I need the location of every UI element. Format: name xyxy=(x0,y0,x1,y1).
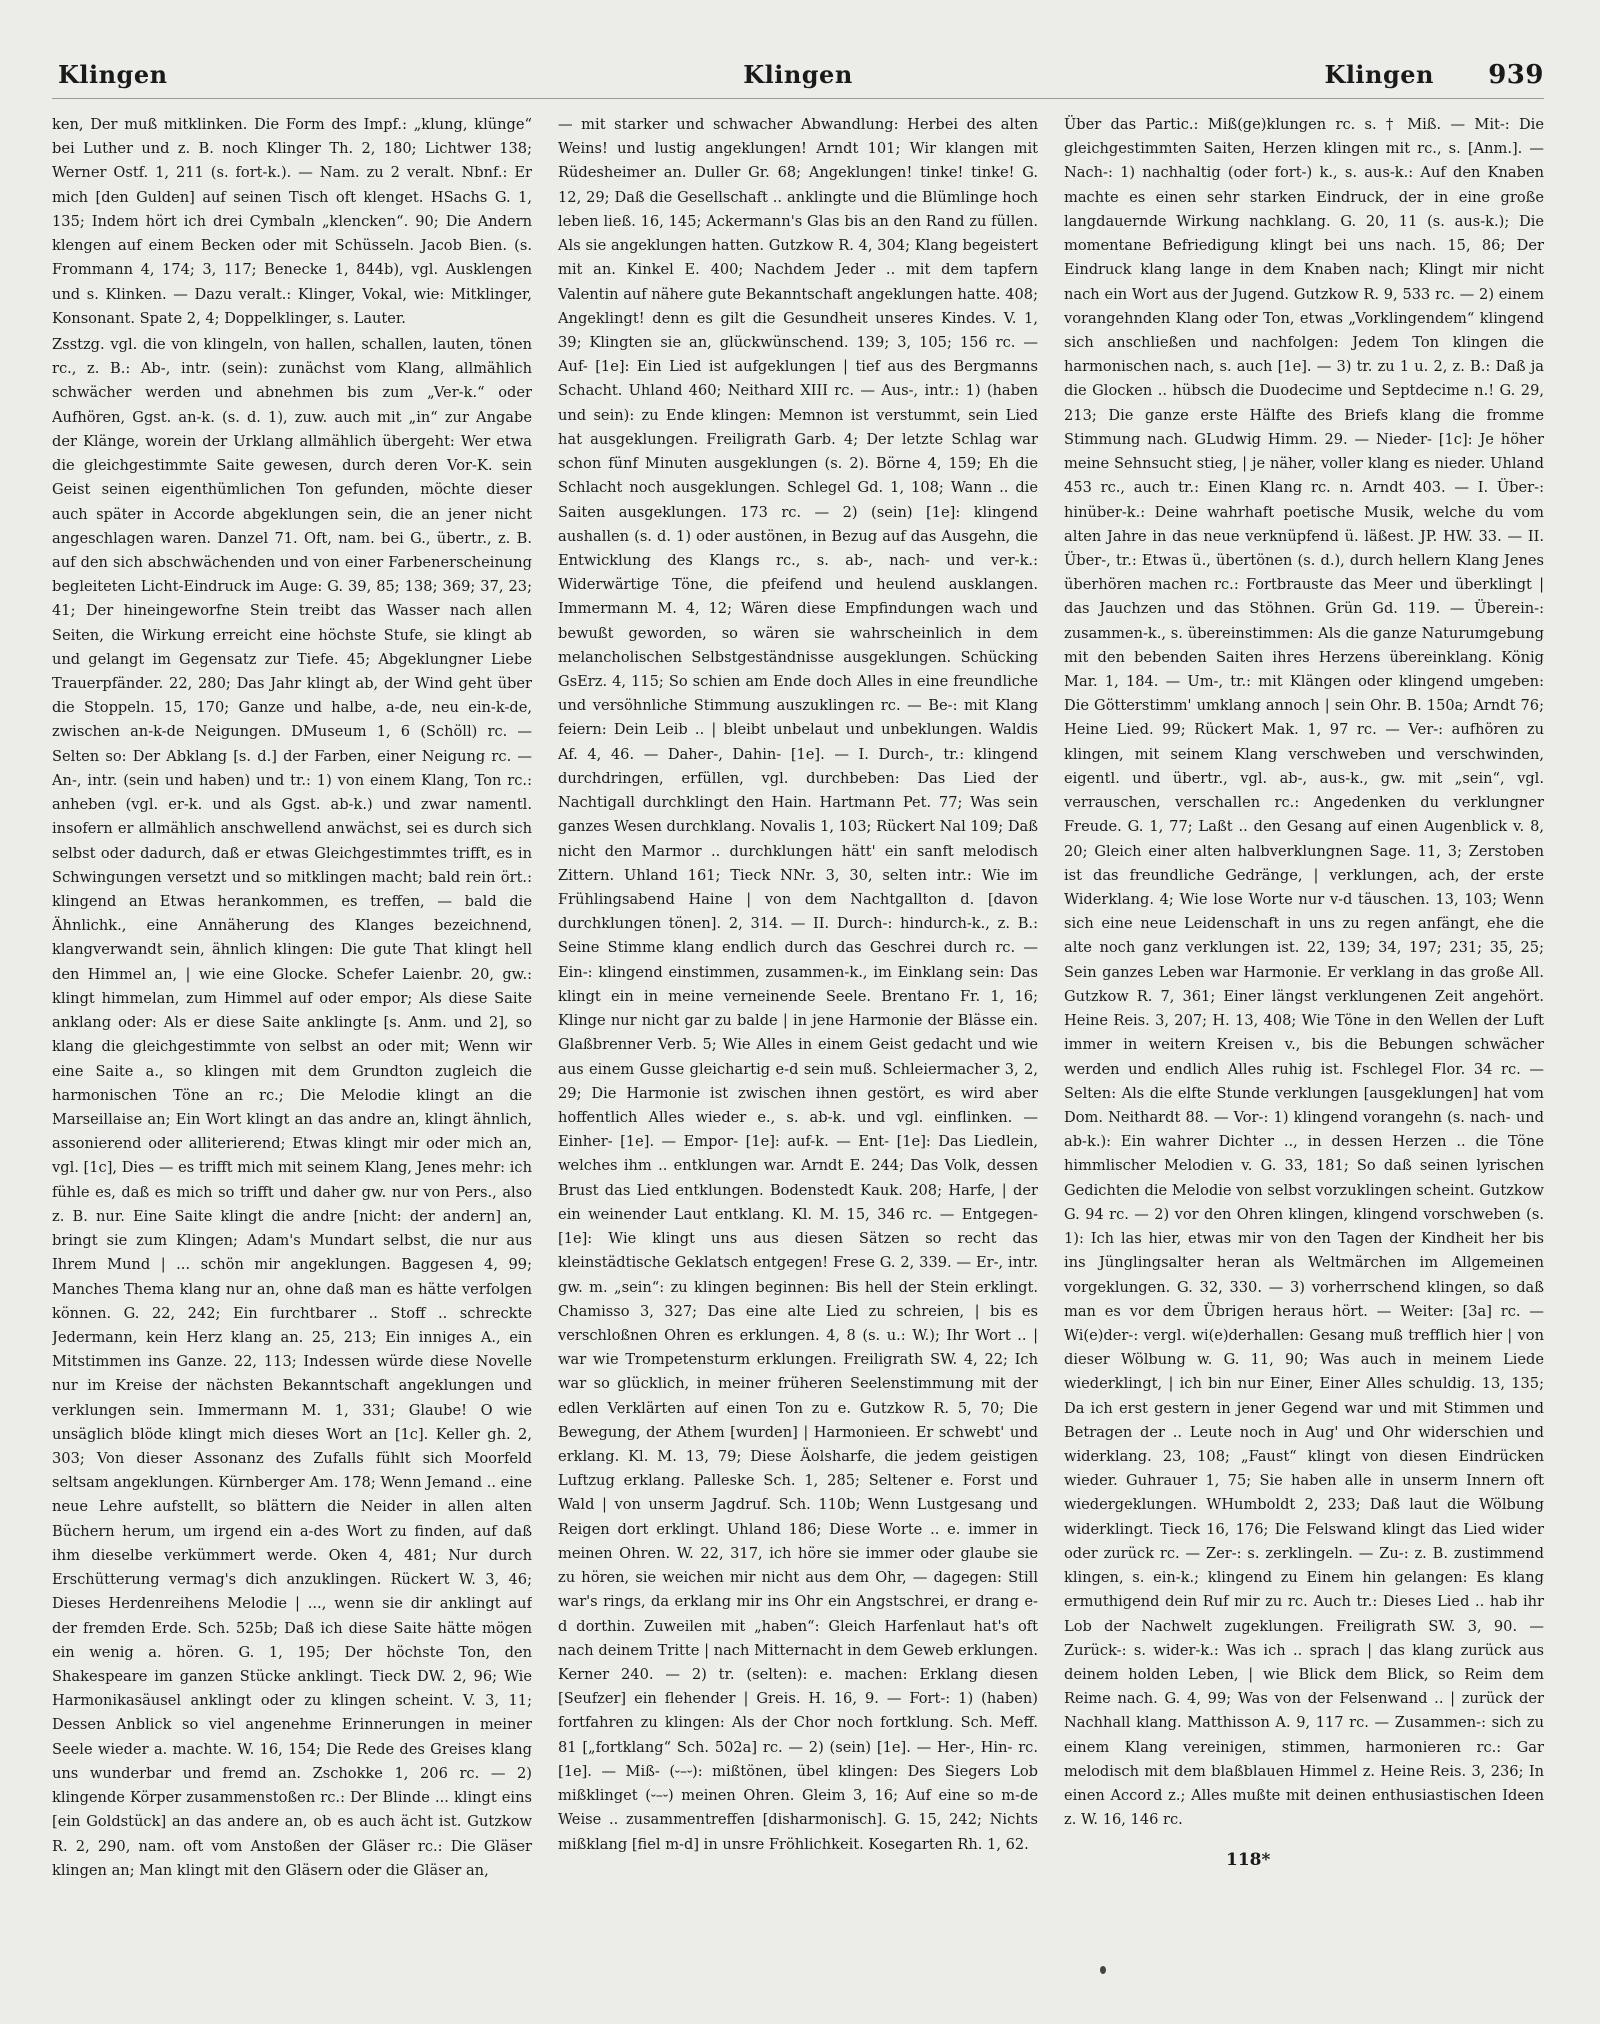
text-columns xyxy=(52,113,1544,1913)
column-2 xyxy=(558,113,1038,1913)
column-1 xyxy=(52,113,532,1913)
entry-paragraph: — mit starker und schwacher Abwandlung: Herbei des alten Weins! und lustig angeklungen! Arndt 101; Wir klangen mit Rüdesheimer an. Duller Gr. 68; Angeklungen! tinke! tinke! G. 12, 29; Daß die Gesellschaft .. anklingte und die Blümlinge hoch leben ließ. 16, 145; Ackermann's Glas bis an den Rand zu füllen. Als sie angeklungen hatten. Gutzkow R. 4, 304; Klang begeistert mit an. Kinkel E. 400; Nachdem Jeder .. mit dem tapfern Valentin auf nähere gute Bekanntschaft angeklungen hatte. 408; Angeklingt! denn es gilt die Gesundheit unseres Kindes. V. 1, 39; Klingten sie an, glückwünschend. 139; 3, 105; 156 rc. — Auf- [1e]: Ein Lied ist aufgeklungen | tief aus des Bergmanns Schacht. Uhland 460; Neithard XIII rc. — Aus-, intr.: 1) (haben und sein): zu Ende klingen: Memnon ist verstummt, sein Lied hat ausgeklungen. Freiligrath Garb. 4; Der letzte Schlag war schon fünf Minuten ausgeklungen (s. 2). Börne 4, 159; Eh die Schlacht noch ausgeklungen. Schlegel Gd. 1, 108; Wann .. die Saiten ausgeklungen. 173 rc. — 2) (sein) [1e]: klingend aushallen (s. d. 1) oder austönen, in Bezug auf das Ausgehn, die Entwicklung des Klangs rc., s. ab-, nach- und ver-k.: Widerwärtige Töne, die pfeifend und heulend ausklangen. Immermann M. 4, 12; Wären diese Empfindungen wach und bewußt geworden, so wären sie wahrscheinlich in dem melancholischen Selbstgeständnisse ausgeklungen. Schücking GsErz. 4, 115; So schien am Ende doch Alles in eine freundliche und versöhnliche Stimmung auszuklingen rc. — Be-: mit Klang feiern: Dein Leib .. | bleibt unbelaut und unbeklungen. Waldis Af. 4, 46. — Daher-, Dahin- [1e]. — I. Durch-, tr.: klingend durchdringen, erfüllen, vgl. durchbeben: Das Lied der Nachtigall durchklingt den Hain. Hartmann Pet. 77; Was sein ganzes Wesen durchklang. Novalis 1, 103; Rückert Nal 109; Daß nicht den Marmor .. durchklungen hätt' ein sanft melodisch Zittern. Uhland 161; Tieck NNr. 3, 30, selten intr.: Wie im Frühlingsabend Haine | von dem Nachtgallton d. [davon durchklungen tönen]. 2, 314. — II. Durch-: hindurch-k., z. B.: Seine Stimme klang endlich durch das Geschrei durch rc. — Ein-: klingend einstimmen, zusammen-k., im Einklang sein: Das klingt ein in meine verneinende Seele. Brentano Fr. 1, 16; Klinge nur nicht gar zu balde | in jene Harmonie der Blässe ein. Glaßbrenner Verb. 5; Wie Alles in einem Geist gedacht und wie aus einem Gusse gleichartig e-d sein muß. Schleiermacher 3, 2, 29; Die Harmonie ist zwischen ihnen gestört, es wird aber hoffentlich Alles wieder e., s. ab-k. und vgl. einflinken. — Einher- [1e]. — Empor- [1e]: auf-k. — Ent- [1e]: Das Liedlein, welches ihm .. entklungen war. Arndt E. 244; Das Volk, dessen Brust das Lied entklungen. Bodenstedt Kauk. 208; Harfe, | der ein weinender Laut entklang. Kl. M. 15, 346 rc. — Entgegen- [1e]: Wie klingt uns aus diesen Sätzen so recht das kleinstädtische Geklatsch entgegen! Frese G. 2, 339. — Er-, intr. gw. m. „sein“: zu klingen beginnen: Bis hell der Stein erklingt. Chamisso 3, 327; Das eine alte Lied zu schreien, | bis es verschloßnen Ohren es erklungen. 4, 8 (s. u.: W.); Ihr Wort .. | war wie Trompetensturm erklungen. Freiligrath SW. 4, 22; Ich war so glücklich, in meiner früheren Seelenstimmung mit der edlen Verklärten auf einen Ton zu e. Gutzkow R. 5, 70; Die Bewegung, der Athem [wurden] | Harmonieen. Er schwebt' und erklang. Kl. M. 13, 79; Diese Äolsharfe, die jedem geistigen Luftzug erklang. Palleske Sch. 1, 285; Seltener e. Forst und Wald | von unserm Jagdruf. Sch. 110b; Wenn Lustgesang und Reigen dort erklingt. Uhland 186; Diese Worte .. e. immer in meinen Ohren. W. 22, 317, ich höre sie immer oder glaube sie zu hören, sie weichen mir nicht aus dem Ohr, — dagegen: Still war's rings, da erklang mir ins Ohr ein Angstschrei, er drang e-d dorthin. Zuweilen mit „haben“: Gleich Harfenlaut hat's oft nach deinem Tritte | nach Mitternacht in dem Geweb erklungen. Kerner 240. — 2) tr. (selten): e. machen: Erklang diesen [Seufzer] ein flehender | Greis. H. 16, 9. — Fort-: 1) (haben) fortfahren zu klingen: Als der Chor noch fortklung. Sch. Meff. 81 [„fortklang“ Sch. 502a] rc. — 2) (sein) [1e]. — Her-, Hin- rc. [1e]. — Miß- (⏑–⏑): mißtönen, übel klingen: Des Siegers Lob mißklinget (⏑–⏑) meinen Ohren. Gleim 3, 16; Auf eine so m-de Weise .. zusammentreffen [disharmonisch]. G. 15, 242; Nichts mißklang [fiel m-d] in unsre Fröhlichkeit. Kosegarten Rh. 1, 62. xyxy=(558,116,1038,1853)
entry-paragraph: Zsstzg. vgl. die von klingeln, von hallen, schallen, lauten, tönen rc., z. B.: Ab-, intr. (sein): zunächst vom Klang, allmählich schwächer werden und abnehmen bis zum „Ver-k.“ oder Aufhören, Ggst. an-k. (s. d. 1), zuw. auch mit „in“ zur Angabe der Klänge, worein der Urklang allmählich übergeht: Wer etwa die gleichgestimmte Saite gewesen, durch deren Vor-K. sein Geist seinen eigenthümlichen Ton gefunden, möchte dieser auch später in Accorde abgeklungen sein, die an jener nicht angeschlagen waren. Danzel 71. Oft, nam. bei G., übertr., z. B. auf den sich abschwächenden und von einer Farbenerscheinung begleiteten Licht-Eindruck im Auge: G. 39, 85; 138; 369; 37, 23; 41; Der hineingeworfne Stein treibt das Wasser nach allen Seiten, die Wirkung erreicht eine höchste Stufe, sie klingt ab und gelangt im Gegensatz zur Tiefe. 45; Abgeklungner Liebe Trauerpfänder. 22, 280; Das Jahr klingt ab, der Wind geht über die Stoppeln. 15, 170; Ganze und halbe, a-de, neu ein-k-de, zwischen an-k-de Neigungen. DMuseum 1, 6 (Schöll) rc. — Selten so: Der Abklang [s. d.] der Farben, einer Neigung rc. — An-, intr. (sein und haben) und tr.: 1) von einem Klang, Ton rc.: anheben (vgl. er-k. und als Ggst. ab-k.) und zwar namentl. insofern er allmählich anschwellend anwächst, sei es durch sich selbst oder dadurch, daß er etwas Gleichgestimmtes trifft, es in Schwingungen versetzt und so mitklingen macht; bald rein ört.: klingend an Etwas herankommen, es treffen, — bald die Ähnlichk., eine Annäherung des Klanges bezeichnend, klangverwandt sein, ähnlich klingen: Die gute That klingt hell den Himmel an, | wie eine Glocke. Schefer Laienbr. 20, gw.: klingt himmelan, zum Himmel auf oder empor; Als diese Saite anklang oder: Als er diese Saite anklingte [s. Anm. und 2], so klang die gleichgestimmte von selbst an oder mit; Wenn wir eine Saite a., so klingen mit dem Grundton zugleich die harmonischen Töne an rc.; Die Melodie klingt an die Marseillaise an; Ein Wort klingt an das andre an, klingt ähnlich, assonierend oder alliterierend; Etwas klingt mir oder mich an, vgl. [1c], Dies — es trifft mich mit seinem Klang, Jenes mehr: ich fühle es, daß es mich so trifft und daher gw. nur von Pers., also z. B. nur. Eine Saite klingt die andre [nicht: der andern] an, bringt sie zum Klingen; Adam's Mundart selbst, die nur aus Ihrem Mund | ... schön mir angeklungen. Baggesen 4, 99; Manches Thema klang nur an, ohne daß man es hätte verfolgen können. G. 22, 242; Ein furchtbarer .. Stoff .. schreckte Jedermann, kein Herz klang an. 25, 213; Ein inniges A., ein Mitstimmen ins Ganze. 22, 113; Indessen würde diese Novelle nur im Kreise der nächsten Bekanntschaft angeklungen und verklungen sein. Immermann M. 1, 331; Glaube! O wie unsäglich blöde klingt mich dieses Wort an [1c]. Keller gh. 2, 303; Von dieser Assonanz des Zufalls fühlt sich Moorfeld seltsam angeklungen. Kürnberger Am. 178; Wenn Jemand .. eine neue Lehre aufstellt, so blättern die Neider in allen alten Büchern herum, um irgend ein a-des Wort zu finden, auf daß ihm dieselbe verkümmert werde. Oken 4, 481; Nur durch Erschütterung vermag's dich anzuklingen. Rückert W. 3, 46; Dieses Herdenreihens Melodie | ..., wenn sie dir anklingt auf der fremden Erde. Sch. 525b; Daß ich diese Saite hätte mögen ein wenig a. hören. G. 1, 195; Der höchste Ton, den Shakespeare im ganzen Stücke anklingt. Tieck DW. 2, 96; Wie Harmonikasäusel anklingt oder zu klingen scheint. V. 3, 11; Dessen Anblick so viel angenehme Erinnerungen in meiner Seele wieder a. machte. W. 16, 154; Die Rede des Greises klang uns wunderbar und fremd an. Zschokke 1, 206 rc. — 2) klingende Körper zusammenstoßen rc.: Der Blinde ... klingt eins [ein Goldstück] an das andere an, ob es auch ächt ist. Gutzkow R. 2, 290, nam. oft vom Anstoßen der Gläser rc.: Die Gläser klingen an; Man klingt mit den Gläsern oder die Gläser an, xyxy=(52,335,532,1879)
header-left-keyword: Klingen xyxy=(58,60,168,89)
printer-signature: 118* xyxy=(1226,1850,1271,1870)
ink-spot xyxy=(1100,1966,1106,1974)
page-number: 939 xyxy=(1488,60,1544,90)
entry-paragraph: Über das Partic.: Miß(ge)klungen rc. s. † Miß. — Mit-: Die gleichgestimmten Saiten, Herzen klingen mit rc., s. [Anm.]. — Nach-: 1) nachhaltig (oder fort-) k., s. aus-k.: Auf den Knaben machte es einen sehr starken Eindruck, der in eine große langdauernde Wirkung nachklang. G. 20, 11 (s. aus-k.); Die momentane Befriedigung klingt bei uns nach. 15, 86; Der Eindruck klang lange in dem Knaben nach; Klingt mir nicht nach ein Wort aus der Jugend. Gutzkow R. 9, 533 rc. — 2) einem vorangehnden Klang oder Ton, etwas „Vorklingendem“ klingend sich anschließen und nachfolgen: Jedem Ton klingen die harmonischen nach, s. auch [1e]. — 3) tr. zu 1 u. 2, z. B.: Daß ja die Glocken .. hübsch die Duodecime und Septdecime n.! G. 29, 213; Die ganze erste Hälfte des Briefs klang die fromme Stimmung nach. GLudwig Himm. 29. — Nieder- [1c]: Je höher meine Sehnsucht stieg, | je näher, voller klang es nieder. Uhland 453 rc., auch tr.: Einen Klang rc. n. Arndt 403. — I. Über-: hinüber-k.: Deine wahrhaft poetische Musik, welche du vom alten Jahre in das neue verknüpfend ü. läßest. JP. HW. 33. — II. Über-, tr.: Etwas ü., übertönen (s. d.), durch hellern Klang Jenes überhören machen rc.: Fortbrauste das Meer und überklingt | das Jauchzen und das Stöhnen. Grün Gd. 119. — Überein-: zusammen-k., s. übereinstimmen: Als die ganze Naturumgebung mit den bebenden Saiten ihres Herzens übereinklang. König Mar. 1, 184. — Um-, tr.: mit Klängen oder klingend umgeben: Die Götterstimm' umklang annoch | sein Ohr. B. 150a; Arndt 76; Heine Lied. 99; Rückert Mak. 1, 97 rc. — Ver-: aufhören zu klingen, mit seinem Klang verschweben und verschwinden, eigentl. und übertr., vgl. ab-, aus-k., gw. mit „sein“, vgl. verrauschen, verschallen rc.: Angedenken du verklungner Freude. G. 1, 77; Laßt .. den Gesang auf einen Augenblick v. 8, 20; Gleich einer alten halbverklungnen Sage. 11, 3; Zerstoben ist das freundliche Gedränge, | verklungen, ach, der erste Widerklang. 4; Wie lose Worte nur v-d täuschen. 13, 103; Wenn sich eine neue Leidenschaft in uns zu regen anfängt, ehe die alte noch ganz verklungen ist. 22, 139; 34, 197; 231; 35, 25; Sein ganzes Leben war Harmonie. Er verklang in das große All. Gutzkow R. 7, 361; Einer längst verklungenen Zeit angehört. Heine Reis. 3, 207; H. 13, 408; Wie Töne in den Wellen der Luft immer in weitern Kreisen v., bis die Bebungen schwächer werden und endlich Alles ruhig ist. Fschlegel Flor. 34 rc. — Selten: Als die elfte Stunde verklungen [ausgeklungen] hat vom Dom. Neithardt 88. — Vor-: 1) klingend vorangehn (s. nach- und ab-k.): Ein wahrer Dichter .., in dessen Herzen .. die Töne himmlischer Melodien v. G. 33, 181; So daß seinen lyrischen Gedichten die Melodie von selbst vorzuklingen scheint. Gutzkow G. 94 rc. — 2) vor den Ohren klingen, klingend vorschweben (s. 1): Ich las hier, etwas mir von den Tagen der Kindheit her bis ins Jünglingsalter heran als Weltmärchen im Allgemeinen vorgeklungen. G. 32, 330. — 3) vorherrschend klingen, so daß man es vor dem Übrigen heraus hört. — Weiter: [3a] rc. — Wi(e)der-: vergl. wi(e)derhallen: Gesang muß trefflich hier | von dieser Wölbung w. G. 11, 90; Was auch in meinem Liede wiederklingt, | ich bin nur Einer, Einer Alles schuldig. 13, 135; Da ich erst gestern in jener Gegend war und mit Stimmen und Betragen der .. Leute noch in Aug' und Ohr widerschien und widerklang. 23, 108; „Faust“ klingt von diesen Eindrücken wieder. Guhrauer 1, 75; Sie haben alle in unserm Innern oft wiedergeklungen. WHumboldt 2, 233; Daß laut die Wölbung widerklingt. Tieck 16, 176; Die Felswand klingt das Lied wider oder zurück rc. — Zer-: s. zerklingeln. — Zu-: z. B. zustimmend klingen, s. ein-k.; klingend zu Einem hin gelangen: Es klang ermuthigend dein Ruf mir zu rc. Auch tr.: Dieses Lied .. hab ihr Lob der Nachwelt zugeklungen. Freiligrath SW. 3, 90. — Zurück-: s. wider-k.: Was ich .. sprach | das klang zurück aus deinem holden Leben, | wie Blick dem Blick, so Reim dem Reime nach. G. 4, 99; Was von der Felsenwand .. | zurück der Nachhall klang. Matthisson A. 9, 117 rc. — Zusammen-: sich zu einem Klang vereinigen, stimmen, harmonieren rc.: Gar melodisch mit dem blaßblauen Himmel z. Heine Reis. 3, 236; In einen Accord z.; Alles mußte mit deinen enthusiastischen Ideen z. W. 16, 146 rc. xyxy=(1064,116,1544,1829)
header-right-keyword: Klingen xyxy=(1324,60,1434,89)
header-center-keyword: Klingen xyxy=(743,60,853,89)
running-header xyxy=(52,52,1544,99)
column-3 xyxy=(1064,113,1544,1913)
entry-paragraph: ken, Der muß mitklinken. Die Form des Impf.: „klung, klünge“ bei Luther und z. B. noch Klinger Th. 2, 180; Lichtwer 138; Werner Ostf. 1, 211 (s. fort-k.). — Nam. zu 2 veralt. Nbnf.: Er mich [den Gulden] auf seinen Tisch oft klenget. HSachs G. 1, 135; Indem hört ich drei Cymbaln „klencken“. 90; Die Andern klengen auf einem Becken oder mit Schüsseln. Jacob Bien. (s. Frommann 4, 174; 3, 117; Benecke 1, 844b), vgl. Ausklengen und s. Klinken. — Dazu veralt.: Klinger, Vokal, wie: Mitklinger, Konsonant. Spate 2, 4; Doppelklinger, s. Lauter. xyxy=(52,116,532,327)
